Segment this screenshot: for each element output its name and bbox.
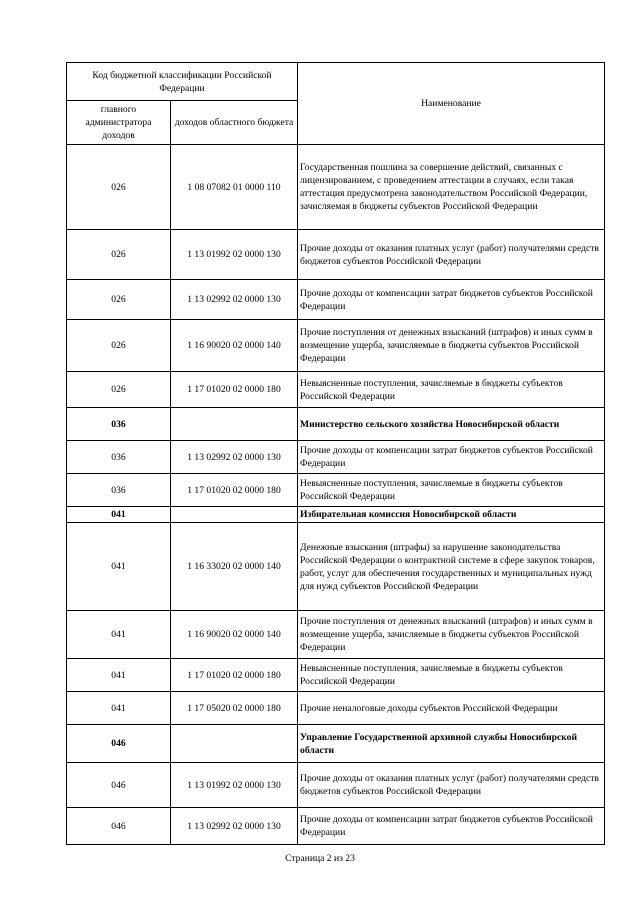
name-cell: Управление Государственной архивной службы Новосибирской области (298, 725, 605, 763)
admin-cell: 026 (67, 230, 171, 280)
income-code-cell: 1 13 02992 02 0000 130 (171, 808, 298, 845)
admin-header: главного администратора доходов (67, 101, 171, 145)
name-cell: Прочие доходы от компенсации затрат бюджетов субъектов Российской Федерации (298, 441, 605, 474)
budget-classification-table (66, 62, 605, 845)
admin-cell: 046 (67, 763, 171, 808)
income-code-cell: 1 08 07082 01 0000 110 (171, 145, 298, 230)
name-cell: Прочие доходы от компенсации затрат бюджетов субъектов Российской Федерации (298, 280, 605, 320)
section-row (67, 408, 605, 441)
table-row (67, 611, 605, 659)
income-code-cell: 1 17 01020 02 0000 180 (171, 659, 298, 692)
table-row (67, 523, 605, 611)
name-cell: Прочие доходы от компенсации затрат бюджетов субъектов Российской Федерации (298, 808, 605, 845)
name-cell: Невыясненные поступления, зачисляемые в бюджеты субъектов Российской Федерации (298, 659, 605, 692)
admin-cell: 041 (67, 611, 171, 659)
admin-cell: 041 (67, 659, 171, 692)
table-row (67, 280, 605, 320)
admin-cell: 041 (67, 507, 171, 523)
name-cell: Прочие доходы от оказания платных услуг (работ) получателями средств бюджетов субъектов Российской Федерации (298, 763, 605, 808)
name-cell: Прочие поступления от денежных взысканий (штрафов) и иных сумм в возмещение ущерба, зачисляемые в бюджеты субъектов Российской Федерации (298, 611, 605, 659)
income-code-cell (171, 408, 298, 441)
name-cell: Прочие поступления от денежных взысканий (штрафов) и иных сумм в возмещение ущерба, зачисляемые в бюджеты субъектов Российской Федерации (298, 320, 605, 372)
admin-cell: 041 (67, 692, 171, 725)
income-code-cell: 1 17 01020 02 0000 180 (171, 474, 298, 507)
admin-cell: 026 (67, 320, 171, 372)
income-code-cell: 1 13 01992 02 0000 130 (171, 230, 298, 280)
admin-cell: 036 (67, 474, 171, 507)
table-row (67, 441, 605, 474)
income-header: доходов областного бюджета (171, 101, 298, 145)
table-body (67, 145, 605, 845)
income-code-cell: 1 17 01020 02 0000 180 (171, 372, 298, 408)
admin-cell: 036 (67, 408, 171, 441)
income-code-cell (171, 725, 298, 763)
income-code-cell: 1 16 90020 02 0000 140 (171, 320, 298, 372)
admin-cell: 026 (67, 372, 171, 408)
name-cell: Избирательная комиссия Новосибирской области (298, 507, 605, 523)
section-row (67, 507, 605, 523)
name-cell: Невыясненные поступления, зачисляемые в бюджеты субъектов Российской Федерации (298, 474, 605, 507)
admin-cell: 026 (67, 145, 171, 230)
income-code-cell: 1 16 90020 02 0000 140 (171, 611, 298, 659)
name-cell: Прочие неналоговые доходы субъектов Российской Федерации (298, 692, 605, 725)
kbk-header: Код бюджетной классификации Российской Федерации (67, 63, 298, 101)
table-row (67, 230, 605, 280)
name-cell: Государственная пошлина за совершение действий, связанных с лицензированием, с проведением аттестации в случаях, если такая аттестация предусмотрена законодательством Российской Федерации, зачисляемая в бюджеты субъектов Российской Федерации (298, 145, 605, 230)
income-code-cell (171, 507, 298, 523)
table-row (67, 659, 605, 692)
table-row (67, 763, 605, 808)
income-code-cell: 1 16 33020 02 0000 140 (171, 523, 298, 611)
admin-cell: 026 (67, 280, 171, 320)
table-row (67, 692, 605, 725)
name-header: Наименование (298, 63, 605, 145)
table-row (67, 145, 605, 230)
income-code-cell: 1 13 02992 02 0000 130 (171, 280, 298, 320)
name-cell: Прочие доходы от оказания платных услуг (работ) получателями средств бюджетов субъектов Российской Федерации (298, 230, 605, 280)
table-row (67, 372, 605, 408)
table-row (67, 320, 605, 372)
admin-cell: 046 (67, 808, 171, 845)
admin-cell: 041 (67, 523, 171, 611)
income-code-cell: 1 13 01992 02 0000 130 (171, 763, 298, 808)
name-cell: Денежные взыскания (штрафы) за нарушение законодательства Российской Федерации о контрактной системе в сфере закупок товаров, работ, услуг для обеспечения государственных и муниципальных нужд для нужд субъектов Российской Федерации (298, 523, 605, 611)
income-code-cell: 1 13 02992 02 0000 130 (171, 441, 298, 474)
page-footer: Страница 2 из 23 (285, 853, 355, 864)
table-row (67, 808, 605, 845)
income-code-cell: 1 17 05020 02 0000 180 (171, 692, 298, 725)
section-row (67, 725, 605, 763)
admin-cell: 046 (67, 725, 171, 763)
name-cell: Невыясненные поступления, зачисляемые в бюджеты субъектов Российской Федерации (298, 372, 605, 408)
admin-cell: 036 (67, 441, 171, 474)
table-row (67, 474, 605, 507)
name-cell: Министерство сельского хозяйства Новосибирской области (298, 408, 605, 441)
